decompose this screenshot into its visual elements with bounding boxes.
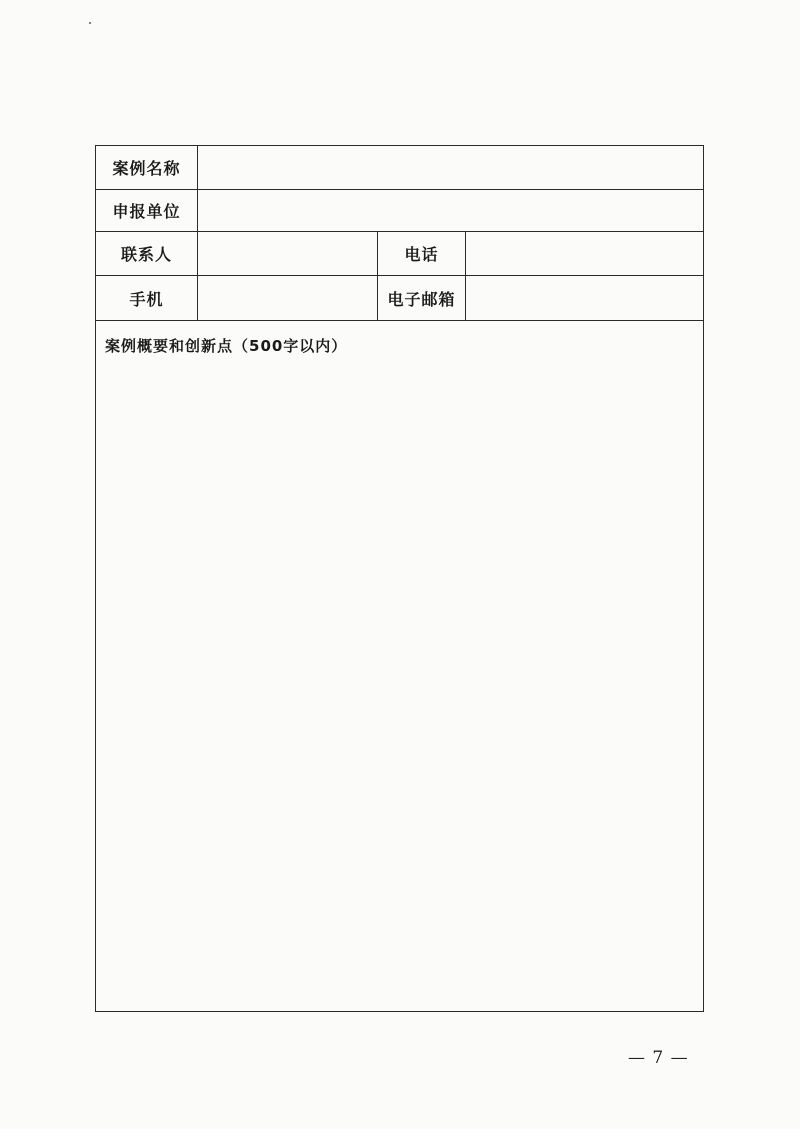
summary-section: [96, 321, 703, 1011]
page-number: — 7 —: [628, 1048, 689, 1068]
mobile-label: 手机: [96, 276, 198, 320]
mobile-field[interactable]: [198, 276, 378, 320]
case-name-field[interactable]: [198, 146, 703, 189]
row-contact: [96, 232, 703, 276]
row-mobile-email: [96, 276, 703, 321]
summary-field[interactable]: [105, 361, 694, 1002]
phone-field[interactable]: [466, 232, 703, 275]
summary-label: 案例概要和创新点（500字以内）: [105, 337, 348, 355]
row-applicant-unit: [96, 190, 703, 232]
email-label: 电子邮箱: [378, 276, 466, 320]
case-name-label: 案例名称: [96, 146, 198, 189]
case-application-form: [95, 145, 704, 1012]
scan-speck: [89, 22, 91, 24]
contact-field[interactable]: [198, 232, 378, 275]
email-field[interactable]: [466, 276, 703, 320]
row-case-name: [96, 146, 703, 190]
applicant-unit-field[interactable]: [198, 190, 703, 231]
phone-label: 电话: [378, 232, 466, 275]
contact-label: 联系人: [96, 232, 198, 275]
applicant-unit-label: 申报单位: [96, 190, 198, 231]
